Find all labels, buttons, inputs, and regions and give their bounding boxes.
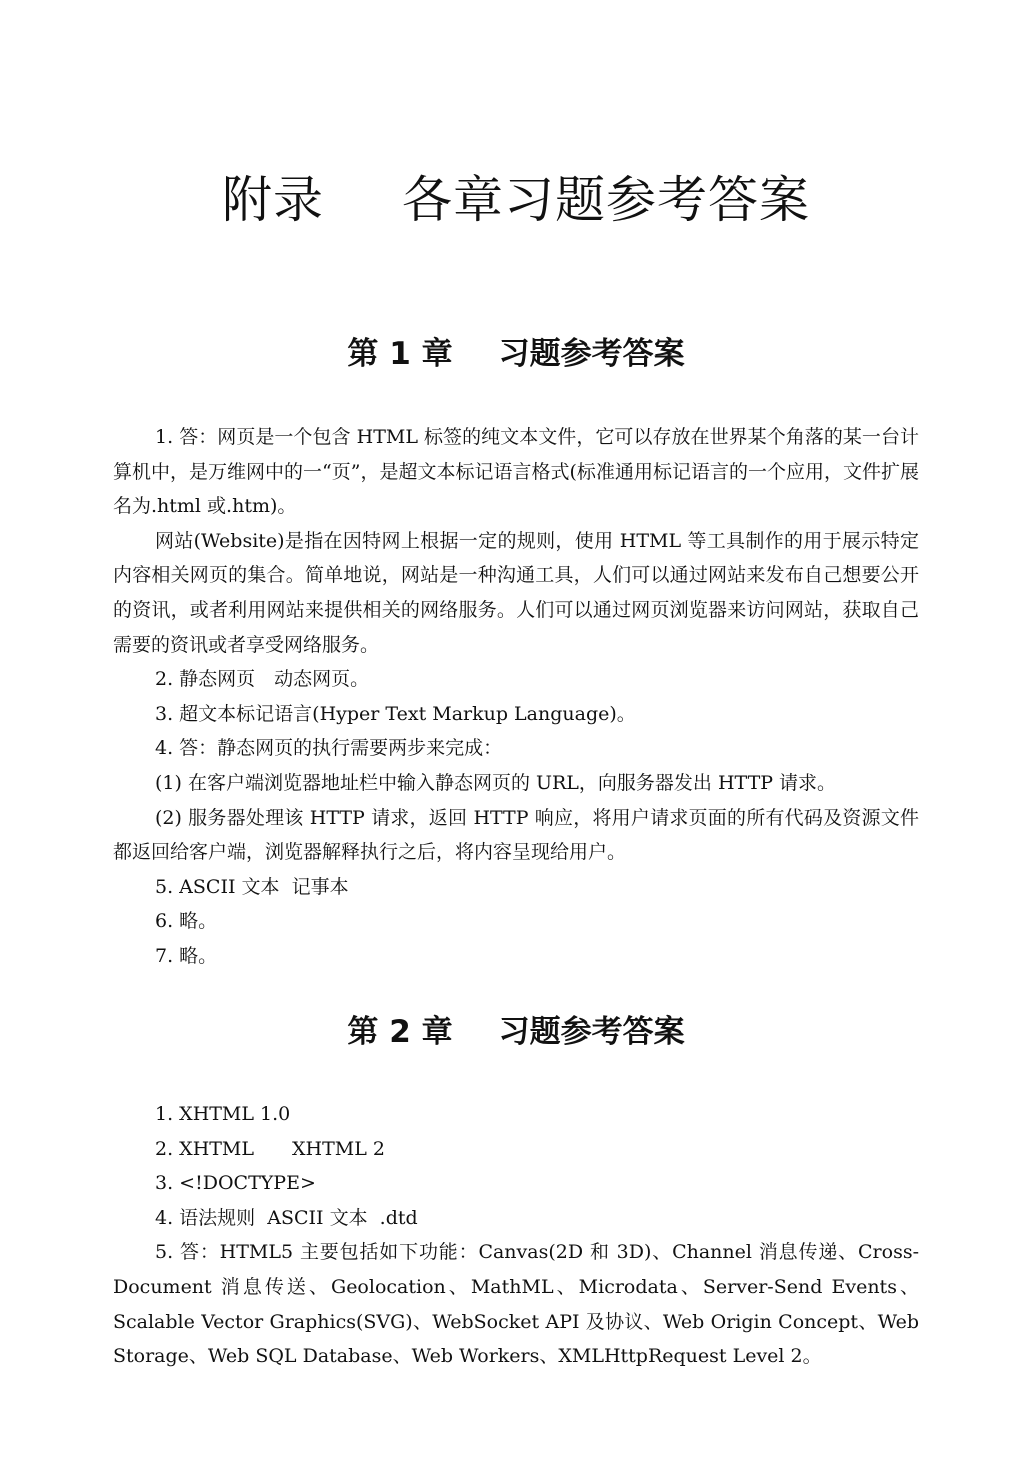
answer-paragraph: (1) 在客户端浏览器地址栏中输入静态网页的 URL，向服务器发出 HTTP 请求。 bbox=[155, 771, 837, 794]
page-title-right: 各章习题参考答案 bbox=[402, 171, 810, 229]
answer-paragraph: 1. 答：网页是一个包含 HTML 标签的纯文本文件，它可以存放在世界某个角落的某一台计算机中，是万维网中的一“页”，是超文本标记语言格式(标准通用标记语言的一个应用，文件扩展名为.html 或.htm)。 bbox=[113, 426, 919, 518]
answer-paragraph: 2. 静态网页 动态网页。 bbox=[155, 668, 370, 691]
answer-paragraph: 网站(Website)是指在因特网上根据一定的规则，使用 HTML 等工具制作的用于展示特定内容相关网页的集合。简单地说，网站是一种沟通工具，人们可以通过网站来发布自己想要公开的资讯，或者利用网站来提供相关的网络服务。人们可以通过网页浏览器来访问网站，获取自己需要的资讯或者享受网络服务。 bbox=[113, 529, 919, 656]
chapter-1-heading-text: 习题参考答案 bbox=[498, 336, 685, 372]
answer-paragraph: 4. 语法规则 ASCII 文本 .dtd bbox=[155, 1206, 418, 1229]
chapter-1-body bbox=[113, 420, 919, 974]
answer-paragraph: 5. 答：HTML5 主要包括如下功能：Canvas(2D 和 3D)、Channel 消息传递、Cross-Document 消息传送、Geolocation、MathML、Microdata、Server-Send Events、Scalable Vector Graphics(SVG)、WebSocket API 及协议、Web Origin Concept、Web Storage、Web SQL Database、Web Workers、XMLHttpRequest Level 2。 bbox=[113, 1241, 926, 1368]
page-title bbox=[0, 165, 1032, 235]
answer-paragraph: 1. XHTML 1.0 bbox=[155, 1103, 291, 1125]
chapter-2-heading-text: 习题参考答案 bbox=[498, 1014, 685, 1050]
answer-paragraph: (2) 服务器处理该 HTTP 请求，返回 HTTP 响应，将用户请求页面的所有代码及资源文件都返回给客户端，浏览器解释执行之后，将内容呈现给用户。 bbox=[113, 806, 919, 864]
chapter-2-heading bbox=[0, 1010, 1032, 1054]
chapter-2-body bbox=[113, 1097, 926, 1374]
chapter-1-heading bbox=[0, 332, 1032, 376]
page-title-left: 附录 bbox=[222, 171, 324, 229]
chapter-2-number: 第 2 章 bbox=[347, 1014, 453, 1050]
answer-paragraph: 4. 答：静态网页的执行需要两步来完成： bbox=[155, 737, 503, 760]
chapter-1-number: 第 1 章 bbox=[347, 336, 453, 372]
answer-paragraph: 3. 超文本标记语言(Hyper Text Markup Language)。 bbox=[155, 702, 636, 725]
answer-paragraph: 2. XHTML XHTML 2 bbox=[155, 1137, 385, 1160]
answer-paragraph: 6. 略。 bbox=[155, 910, 218, 933]
answer-paragraph: 3. <!DOCTYPE> bbox=[155, 1172, 316, 1195]
answer-paragraph: 7. 略。 bbox=[155, 944, 218, 967]
answer-paragraph: 5. ASCII 文本 记事本 bbox=[155, 875, 349, 898]
